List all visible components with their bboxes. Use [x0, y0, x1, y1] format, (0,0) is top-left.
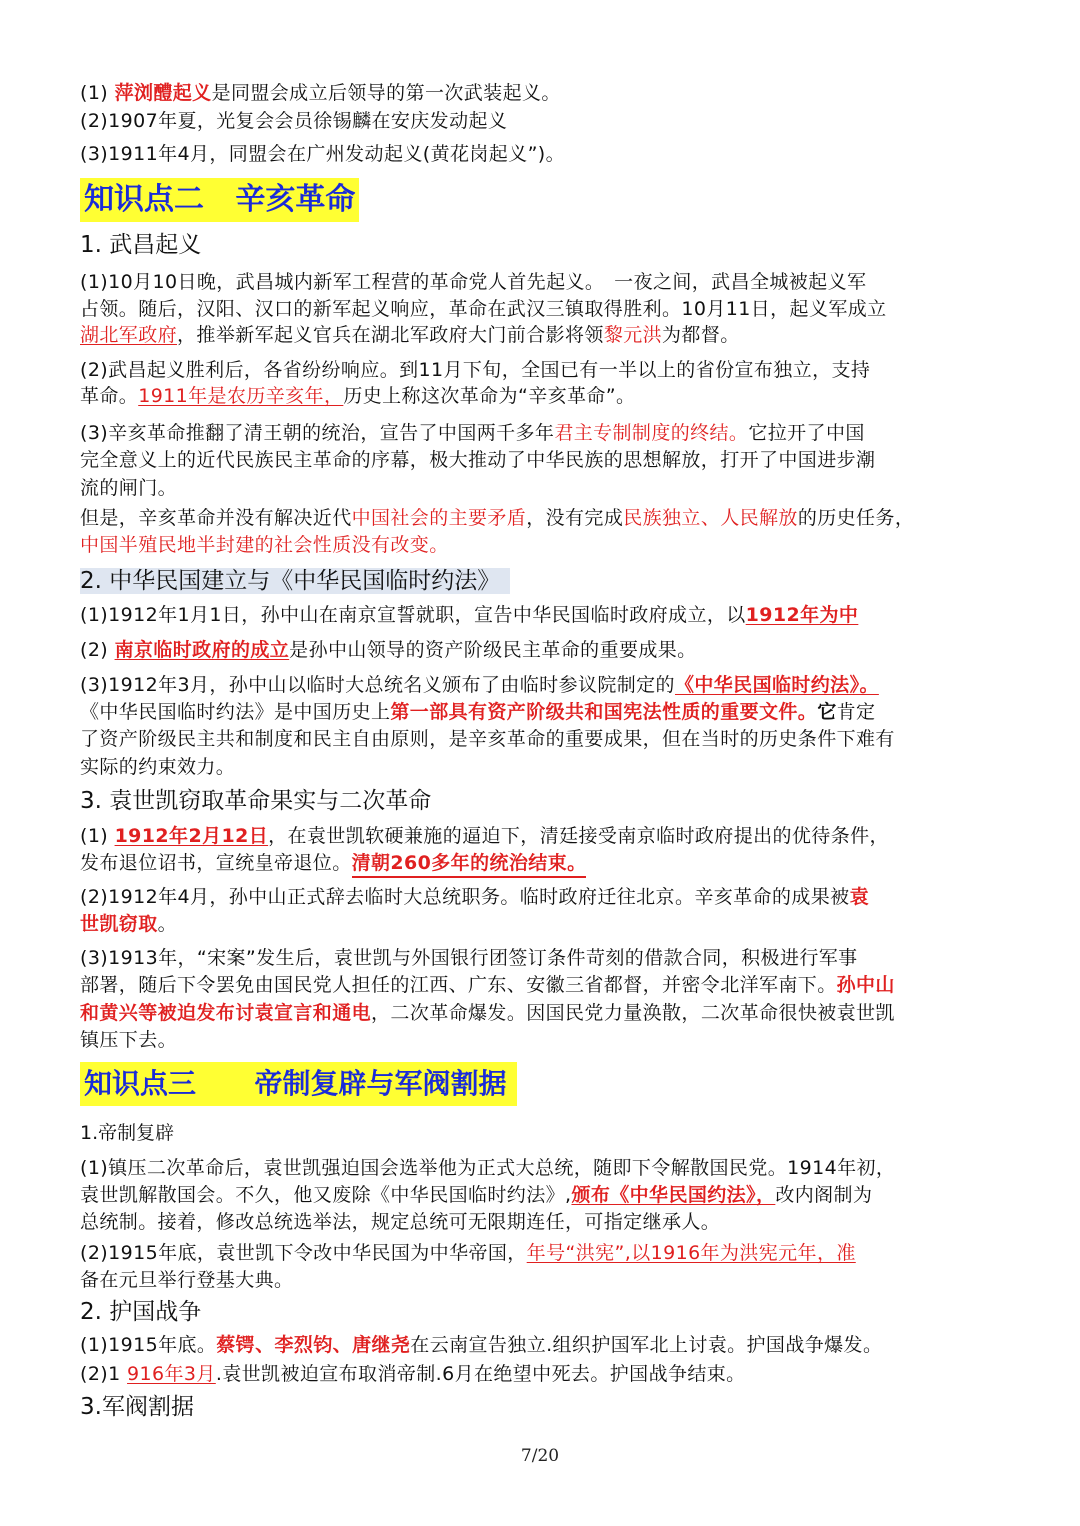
highlight-text: 和黄兴等被迫发布讨袁宣言和通电	[80, 1002, 372, 1024]
text: 《中华民国临时约法》是中国历史上	[80, 701, 391, 723]
text: (1)1912年1月1日，孙中山在南京宣誓就职，宣告中华民国临时政府成立，以	[80, 604, 746, 626]
text: ，没有完成	[526, 507, 624, 529]
top-line-1	[80, 80, 561, 106]
text: (3)1912年3月，孙中山以临时大总统名义颁布了由临时参议院制定的	[80, 674, 675, 696]
highlight-text: 民族独立、人民解放	[623, 507, 798, 529]
paragraph-line	[80, 1361, 746, 1387]
highlight-text: 1912年2月12日	[114, 825, 269, 847]
paragraph-line	[80, 505, 914, 531]
kp-label: 知识点三	[84, 1067, 197, 1100]
paragraph-line: 完全意义上的近代民族民主革命的序幕，极大推动了中华民族的思想解放，打开了中国进步潮	[80, 449, 876, 471]
text: (2)	[80, 639, 115, 661]
highlight-text: 《中华民国临时约法》。	[674, 674, 879, 696]
highlight-text: 第一部具有资产阶级共和国宪法性质的重要文件。	[390, 701, 818, 723]
text: 历史上称这次革命为“辛亥革命”。	[343, 385, 636, 407]
top-line-2: (2)1907年夏，光复会会员徐锡麟在安庆发动起义	[80, 110, 508, 132]
paragraph-line: (3)1913年，“宋案”发生后，袁世凯与外国银行团签订条件苛刻的借款合同，积极进行军事	[80, 947, 858, 969]
highlight-text: 南京临时政府的成立	[114, 639, 290, 661]
page-number: 7/20	[520, 1446, 560, 1466]
section-heading-restoration: 1.帝制复辟	[80, 1122, 175, 1144]
highlight-text: 颁布《中华民国约法》，	[571, 1184, 776, 1206]
paragraph-line	[80, 972, 895, 998]
text: 为都督。	[662, 324, 740, 346]
paragraph-line	[80, 884, 869, 910]
paragraph-line: 备在元旦举行登基大典。	[80, 1269, 294, 1291]
paragraph-line: 流的闸门。	[80, 477, 178, 499]
highlight-text: 中国半殖民地半封建的社会性质没有改变。	[80, 534, 449, 556]
paragraph-line: 了资产阶级民主共和制度和民主自由原则，是辛亥革命的重要成果，但在当时的历史条件下难有	[80, 728, 895, 750]
paragraph-line	[80, 322, 740, 348]
text: (3)辛亥革命推翻了清王朝的统治，宣告了中国两千多年	[80, 422, 555, 444]
paragraph-line: (2)武昌起义胜利后，各省纷纷响应。到11月下旬，全国已有一半以上的省份宣布独立，支持	[80, 359, 871, 381]
highlight-text: 1912年为中	[745, 604, 859, 626]
highlight-text: 1911年是农历辛亥年，	[138, 385, 344, 407]
paragraph-line: 占领。随后，汉阳、汉口的新军起义响应，革命在武汉三镇取得胜利。10月11日，起义军成立	[80, 298, 887, 320]
highlight-text: 年号“洪宪”,以1916年为洪宪元年，准	[526, 1242, 856, 1264]
text: 革命。	[80, 385, 139, 407]
paragraph-line	[80, 850, 586, 878]
text: .袁世凯被迫宣布取消帝制.6月在绝望中死去。护国战争结束。	[215, 1363, 746, 1385]
heading-text: 2. 中华民国建立与《中华民国临时约法》	[80, 568, 510, 594]
section-heading-huguo: 2. 护国战争	[80, 1299, 202, 1325]
highlight-text: 袁	[849, 886, 869, 908]
paragraph-line	[80, 1182, 872, 1208]
paragraph-line	[80, 383, 635, 409]
text: 是同盟会成立后领导的第一次武装起义。	[211, 82, 561, 104]
knowledge-point-3-banner	[80, 1062, 517, 1106]
paragraph-line	[80, 1000, 895, 1026]
paragraph-line	[80, 672, 879, 698]
highlight-text: 清朝260多年的统治结束。	[352, 850, 587, 878]
kp-title: 辛亥革命	[235, 182, 356, 217]
text: 发布退位诏书，宣统皇帝退位。	[80, 852, 352, 874]
text: 但是，辛亥革命并没有解决近代	[80, 507, 352, 529]
paragraph-line	[80, 420, 865, 446]
text: 部署，随后下令罢免由国民党人担任的江西、广东、安徽三省都督，并密令北洋军南下。	[80, 974, 837, 996]
paragraph-line	[80, 1332, 882, 1358]
highlight-text: 湖北军政府	[80, 324, 178, 346]
kp-label: 知识点二	[84, 182, 204, 217]
paragraph-line	[80, 532, 449, 558]
text: 在云南宣告独立.组织护国军北上讨袁。护国战争爆发。	[410, 1334, 883, 1356]
section-heading-warlords: 3.军阀割据	[80, 1394, 194, 1420]
highlight-text: 君主专制制度的终结。	[554, 422, 749, 444]
highlight-text: 916年3月	[127, 1363, 216, 1385]
text: 改内阁制为	[775, 1184, 873, 1206]
text: 袁世凯解散国会。不久，他又废除《中华民国临时约法》,	[80, 1184, 572, 1206]
highlight-text: 蔡锷、李烈钧、唐继尧	[216, 1334, 411, 1356]
paragraph-line	[80, 602, 858, 628]
text: ，在袁世凯软硬兼施的逼迫下，清廷接受南京临时政府提出的优待条件，	[268, 825, 889, 847]
paragraph-line: 镇压下去。	[80, 1029, 178, 1051]
text: 的历史任务，	[797, 507, 915, 529]
text: 它拉开了中国	[748, 422, 865, 444]
bold-text: 它	[817, 701, 837, 723]
section-heading-roc	[80, 566, 510, 596]
paragraph-line	[80, 911, 177, 937]
highlight-text: 中国社会的主要矛盾	[351, 507, 527, 529]
text: ，二次革命爆发。因国民党力量涣散，二次革命很快被袁世凯	[371, 1002, 895, 1024]
section-heading-yuan: 3. 袁世凯窃取革命果实与二次革命	[80, 788, 432, 814]
section-heading-wuchang: 1. 武昌起义	[80, 232, 202, 258]
text: 。	[157, 913, 178, 935]
paragraph-line	[80, 823, 889, 849]
paragraph-line: (1)镇压二次革命后，袁世凯强迫国会选举他为正式大总统，随即下令解散国民党。1914年初，	[80, 1157, 896, 1179]
text: 是孙中山领导的资产阶级民主革命的重要成果。	[289, 639, 697, 661]
paragraph-line: 实际的约束效力。	[80, 756, 236, 778]
text: (1)	[80, 82, 115, 104]
text: ，推举新军起义官兵在湖北军政府大门前合影将领	[177, 324, 604, 346]
text: (1)1915年底。	[80, 1334, 217, 1356]
paragraph-line	[80, 637, 697, 663]
text: (2)1	[80, 1363, 128, 1385]
highlight-text: 黎元洪	[603, 324, 663, 346]
paragraph-line: (1)10月10日晚，武昌城内新军工程营的革命党人首先起义。 一夜之间，武昌全城被起义军	[80, 271, 867, 293]
highlight-text: 孙中山	[836, 974, 895, 996]
text: (1)	[80, 825, 115, 847]
text: (2)1915年底，袁世凯下令改中华民国为中华帝国，	[80, 1242, 527, 1264]
highlight-text: 世凯窃取	[80, 913, 158, 935]
knowledge-point-2-banner	[80, 178, 359, 222]
paragraph-line	[80, 699, 875, 725]
highlight-text: 萍浏醴起义	[114, 82, 212, 104]
text: (2)1912年4月，孙中山正式辞去临时大总统职务。临时政府迁往北京。辛亥革命的成果被	[80, 886, 850, 908]
kp-title: 帝制复辟与军阀割据	[254, 1067, 507, 1100]
top-line-3: (3)1911年4月，同盟会在广州发动起义(黄花岗起义”)。	[80, 143, 566, 165]
paragraph-line: 总统制。接着，修改总统选举法，规定总统可无限期连任，可指定继承人。	[80, 1211, 721, 1233]
paragraph-line	[80, 1240, 856, 1266]
text: 肯定	[836, 701, 876, 723]
